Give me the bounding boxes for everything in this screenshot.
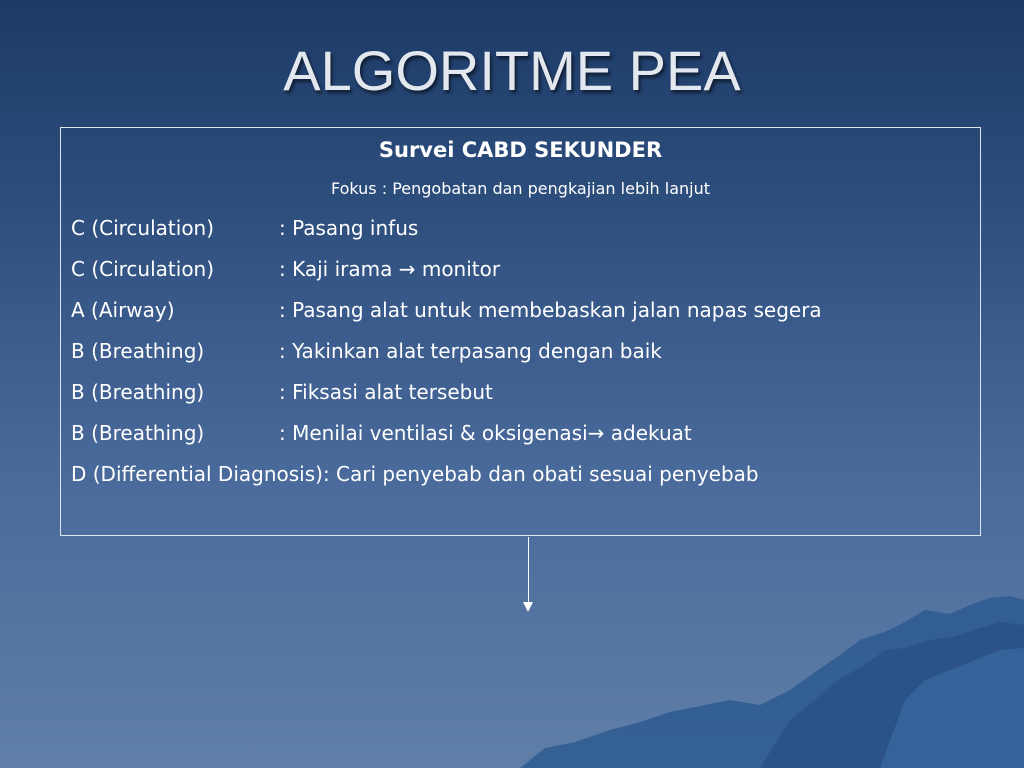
down-arrow-icon	[523, 602, 533, 612]
item-label: B (Breathing)	[71, 421, 205, 445]
box-heading: Survei CABD SEKUNDER	[378, 138, 663, 162]
item-desc: : Fiksasi alat tersebut	[279, 380, 493, 404]
item-desc: : Menilai ventilasi & oksigenasi→ adekuat	[279, 421, 692, 445]
box-subheading: Fokus : Pengobatan dan pengkajian lebih lanjut	[330, 179, 711, 198]
item-desc: : Yakinkan alat terpasang dengan baik	[279, 339, 662, 363]
item-label: A (Airway)	[71, 298, 175, 322]
item-label: B (Breathing)	[71, 339, 205, 363]
item-desc: : Kaji irama → monitor	[279, 257, 501, 281]
slide-title: ALGORITME PEA	[283, 39, 741, 102]
item-label: C (Circulation)	[71, 257, 215, 281]
item-full-text: D (Differential Diagnosis): Cari penyebab dan obati sesuai penyebab	[71, 462, 759, 486]
item-label: B (Breathing)	[71, 380, 205, 404]
down-arrow-line	[528, 537, 529, 603]
item-label: C (Circulation)	[71, 216, 215, 240]
item-desc: : Pasang alat untuk membebaskan jalan napas segera	[279, 298, 822, 322]
content-box	[60, 127, 981, 536]
item-desc: : Pasang infus	[279, 216, 419, 240]
